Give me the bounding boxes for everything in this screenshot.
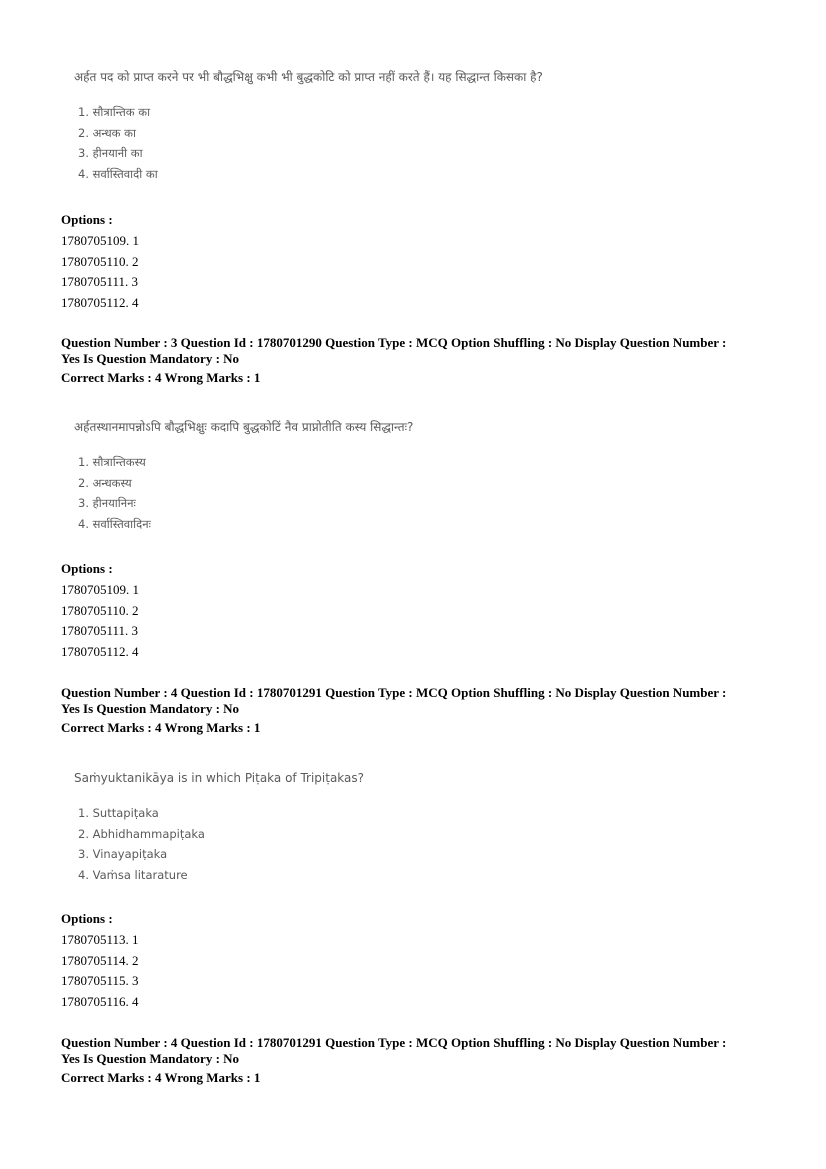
question-image [74,770,364,885]
question-header [61,1035,726,1086]
option-id: 1780705113. 1 [61,931,139,947]
option-id: 1780705110. 2 [61,253,139,269]
options-label: Options : [61,911,113,926]
question-image [74,69,543,184]
marks-line: Correct Marks : 4 Wrong Marks : 1 [61,1070,261,1085]
question-options [78,102,543,184]
options-list [61,559,139,663]
question-option: 1. सौत्रान्तिक का [78,105,151,119]
question-image [74,419,413,534]
option-id: 1780705116. 4 [61,994,139,1010]
option-id: 1780705109. 1 [61,581,139,597]
question-meta-line: Yes Is Question Mandatory : No [61,351,240,366]
question-options [78,803,364,885]
question-option: 1. Suttapiṭaka [78,806,159,820]
question-meta-line: Yes Is Question Mandatory : No [61,1051,240,1066]
question-option: 3. हीनयानिनः [78,496,136,511]
question-option: 2. Abhidhammapiṭaka [78,826,205,841]
question-option: 3. Vinayapiṭaka [78,847,168,862]
marks-line: Correct Marks : 4 Wrong Marks : 1 [61,720,261,735]
option-id: 1780705114. 2 [61,952,139,968]
question-text: अर्हतस्थानमापन्नोऽपि बौद्धभिक्षुः कदापि बुद्धकोटिं नैव प्राप्नोतीति कस्य सिद्धान्तः? [74,420,414,434]
options-list [61,210,139,314]
option-id: 1780705111. 3 [61,623,139,639]
question-meta-line: Question Number : 4 Question Id : 1780701291 Question Type : MCQ Option Shuffling : No Display Question Number : [61,1035,727,1050]
question-text: अर्हत पद को प्राप्त करने पर भी बौद्धभिक्षु कभी भी बुद्धकोटि को प्राप्त नहीं करते हैं। यह सिद्धान्त किसका है? [74,70,543,84]
option-id: 1780705109. 1 [61,232,139,248]
marks-line: Correct Marks : 4 Wrong Marks : 1 [61,370,261,385]
question-options [78,452,413,534]
question-header [61,335,726,386]
option-id: 1780705110. 2 [61,602,139,618]
question-option: 3. हीनयानी का [78,146,143,161]
question-option: 4. Vaṁsa litarature [78,867,188,882]
question-meta-line: Yes Is Question Mandatory : No [61,701,240,716]
question-option: 1. सौत्रान्तिकस्य [78,455,146,469]
option-id: 1780705111. 3 [61,274,139,290]
question-option: 2. अन्धकस्य [78,475,132,490]
question-meta-line: Question Number : 3 Question Id : 1780701290 Question Type : MCQ Option Shuffling : No Display Question Number : [61,335,727,350]
options-list [61,909,139,1013]
question-header [61,685,726,736]
question-option: 4. सर्वास्तिवादी का [78,166,158,181]
question-text: Saṁyuktanikāya is in which Piṭaka of Tripiṭakas? [74,771,365,785]
options-label: Options : [61,561,113,576]
options-label: Options : [61,212,113,227]
question-meta-line: Question Number : 4 Question Id : 1780701291 Question Type : MCQ Option Shuffling : No Display Question Number : [61,685,727,700]
option-id: 1780705112. 4 [61,644,139,660]
option-id: 1780705112. 4 [61,295,139,311]
question-option: 4. सर्वास्तिवादिनः [78,516,151,531]
question-option: 2. अन्धक का [78,125,136,140]
option-id: 1780705115. 3 [61,973,139,989]
